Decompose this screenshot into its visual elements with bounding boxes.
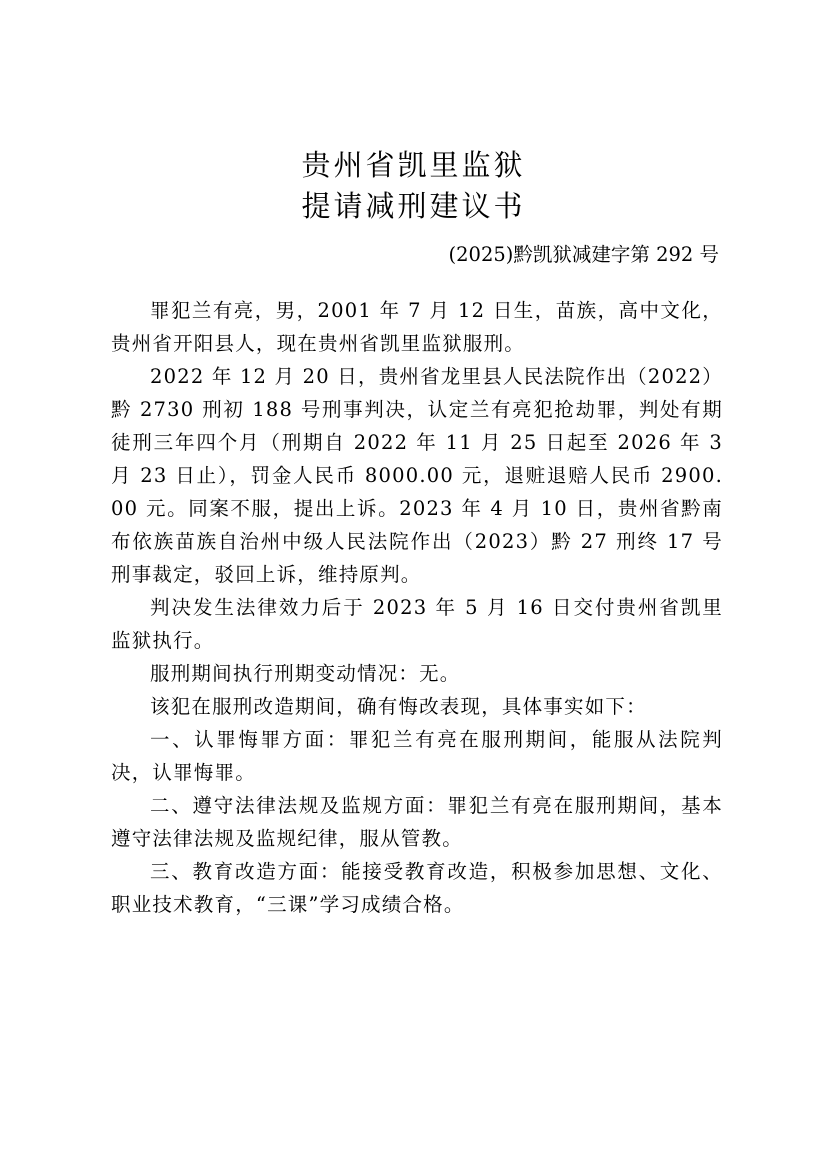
document-title-line1: 贵州省凯里监狱 xyxy=(301,148,526,182)
document-body xyxy=(111,294,723,921)
paragraph-judgment: 2022 年 12 月 20 日，贵州省龙里县人民法院作出（2022）黔 2730 刑初 188 号刑事判决，认定兰有亮犯抢劫罪，判处有期徒刑三年四个月（刑期自 2022 年 11 月 25 日起至 2026 年 3 月 23 日止），罚金人民币 8000.00 元，退赃退赔人民币 2900.00 元。同案不服，提出上诉。2023 年 4 月 10 日，贵州省黔南布依族苗族自治州中级人民法院作出（2023）黔 27 刑终 17 号刑事裁定，驳回上诉，维持原判。 xyxy=(111,365,723,586)
document-title-line2: 提请减刑建议书 xyxy=(301,189,526,223)
paragraph-compliance: 二、遵守法律法规及监规方面：罪犯兰有亮在服刑期间，基本遵守法律法规及监规纪律，服从管教。 xyxy=(111,794,723,850)
paragraph-term-changes: 服刑期间执行刑期变动情况：无。 xyxy=(150,662,461,685)
paragraph-admission-of-guilt: 一、认罪悔罪方面：罪犯兰有亮在服刑期间，能服从法院判决，认罪悔罪。 xyxy=(111,728,723,784)
paragraph-repentance-intro: 该犯在服刑改造期间，确有悔改表现，具体事实如下： xyxy=(150,695,647,718)
paragraph-execution: 判决发生法律效力后于 2023 年 5 月 16 日交付贵州省凯里监狱执行。 xyxy=(111,596,723,652)
paragraph-education: 三、教育改造方面：能接受教育改造，积极参加思想、文化、职业技术教育，“三课”学习成绩合格。 xyxy=(111,860,723,916)
paragraph-criminal-info: 罪犯兰有亮，男，2001 年 7 月 12 日生，苗族，高中文化，贵州省开阳县人，现在贵州省凯里监狱服刑。 xyxy=(111,299,723,355)
document-number: (2025)黔凯狱减建字第 292 号 xyxy=(448,243,719,266)
